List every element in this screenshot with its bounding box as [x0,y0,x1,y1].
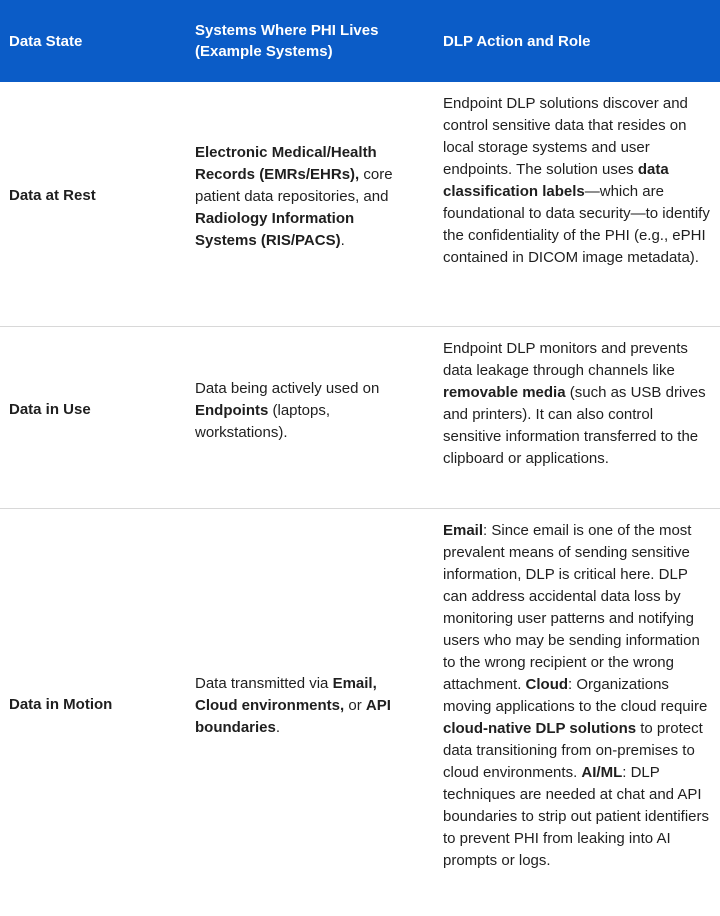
systems-text: Data being actively used on Endpoints (laptops, workstations). [195,379,380,441]
table-row-data-in-motion [0,508,720,916]
column-header-label: Data State [9,32,83,50]
column-header-label: Systems Where PHI Lives (Example Systems) [195,22,379,60]
systems-cell [180,327,430,508]
column-header-systems [180,20,430,62]
column-header-data-state [0,31,180,52]
dlp-action-text: Endpoint DLP solutions discover and control sensitive data that resides on local storage systems and user endpoints. The solution uses data classification labels—which are foundational to data security—to identify the confidentiality of the PHI (e.g., ePHI contained in DICOM image metadata). [443,95,710,266]
table-row-data-at-rest [0,82,720,326]
systems-cell [180,82,430,326]
systems-text: Electronic Medical/Health Records (EMRs/EHRs), core patient data repositories, and Radiology Information Systems (RIS/PACS). [195,144,393,249]
dlp-action-cell [430,509,720,916]
table-row-data-in-use [0,326,720,508]
dlp-action-text: Email: Since email is one of the most prevalent means of sending sensitive information, DLP is critical here. DLP can address accidental data loss by monitoring user patterns and notifying users who may be sending information to the wrong recipient or the wrong attachment. Cloud: Organizations moving applications to the cloud require cloud-native DLP solutions to protect data transitioning from on-premises to cloud environments. AI/ML: DLP techniques are needed at chat and API boundaries to strip out patient identifiers to prevent PHI from leaking into AI prompts or logs. [443,522,709,869]
systems-cell [180,509,430,916]
data-state-cell: Data in Use [9,400,91,418]
dlp-action-text: Endpoint DLP monitors and prevents data leakage through channels like removable media (such as USB drives and printers). It can also control sensitive information transferred to the clipboard or applications. [443,340,706,467]
column-header-label: DLP Action and Role [443,32,591,50]
column-header-dlp-action [430,31,720,52]
data-state-cell: Data in Motion [9,695,113,713]
data-state-cell: Data at Rest [9,187,96,204]
table-header-row [0,0,720,82]
dlp-action-cell [430,82,720,326]
systems-text: Data transmitted via Email, Cloud environments, or API boundaries. [195,674,391,736]
dlp-action-cell [430,327,720,508]
